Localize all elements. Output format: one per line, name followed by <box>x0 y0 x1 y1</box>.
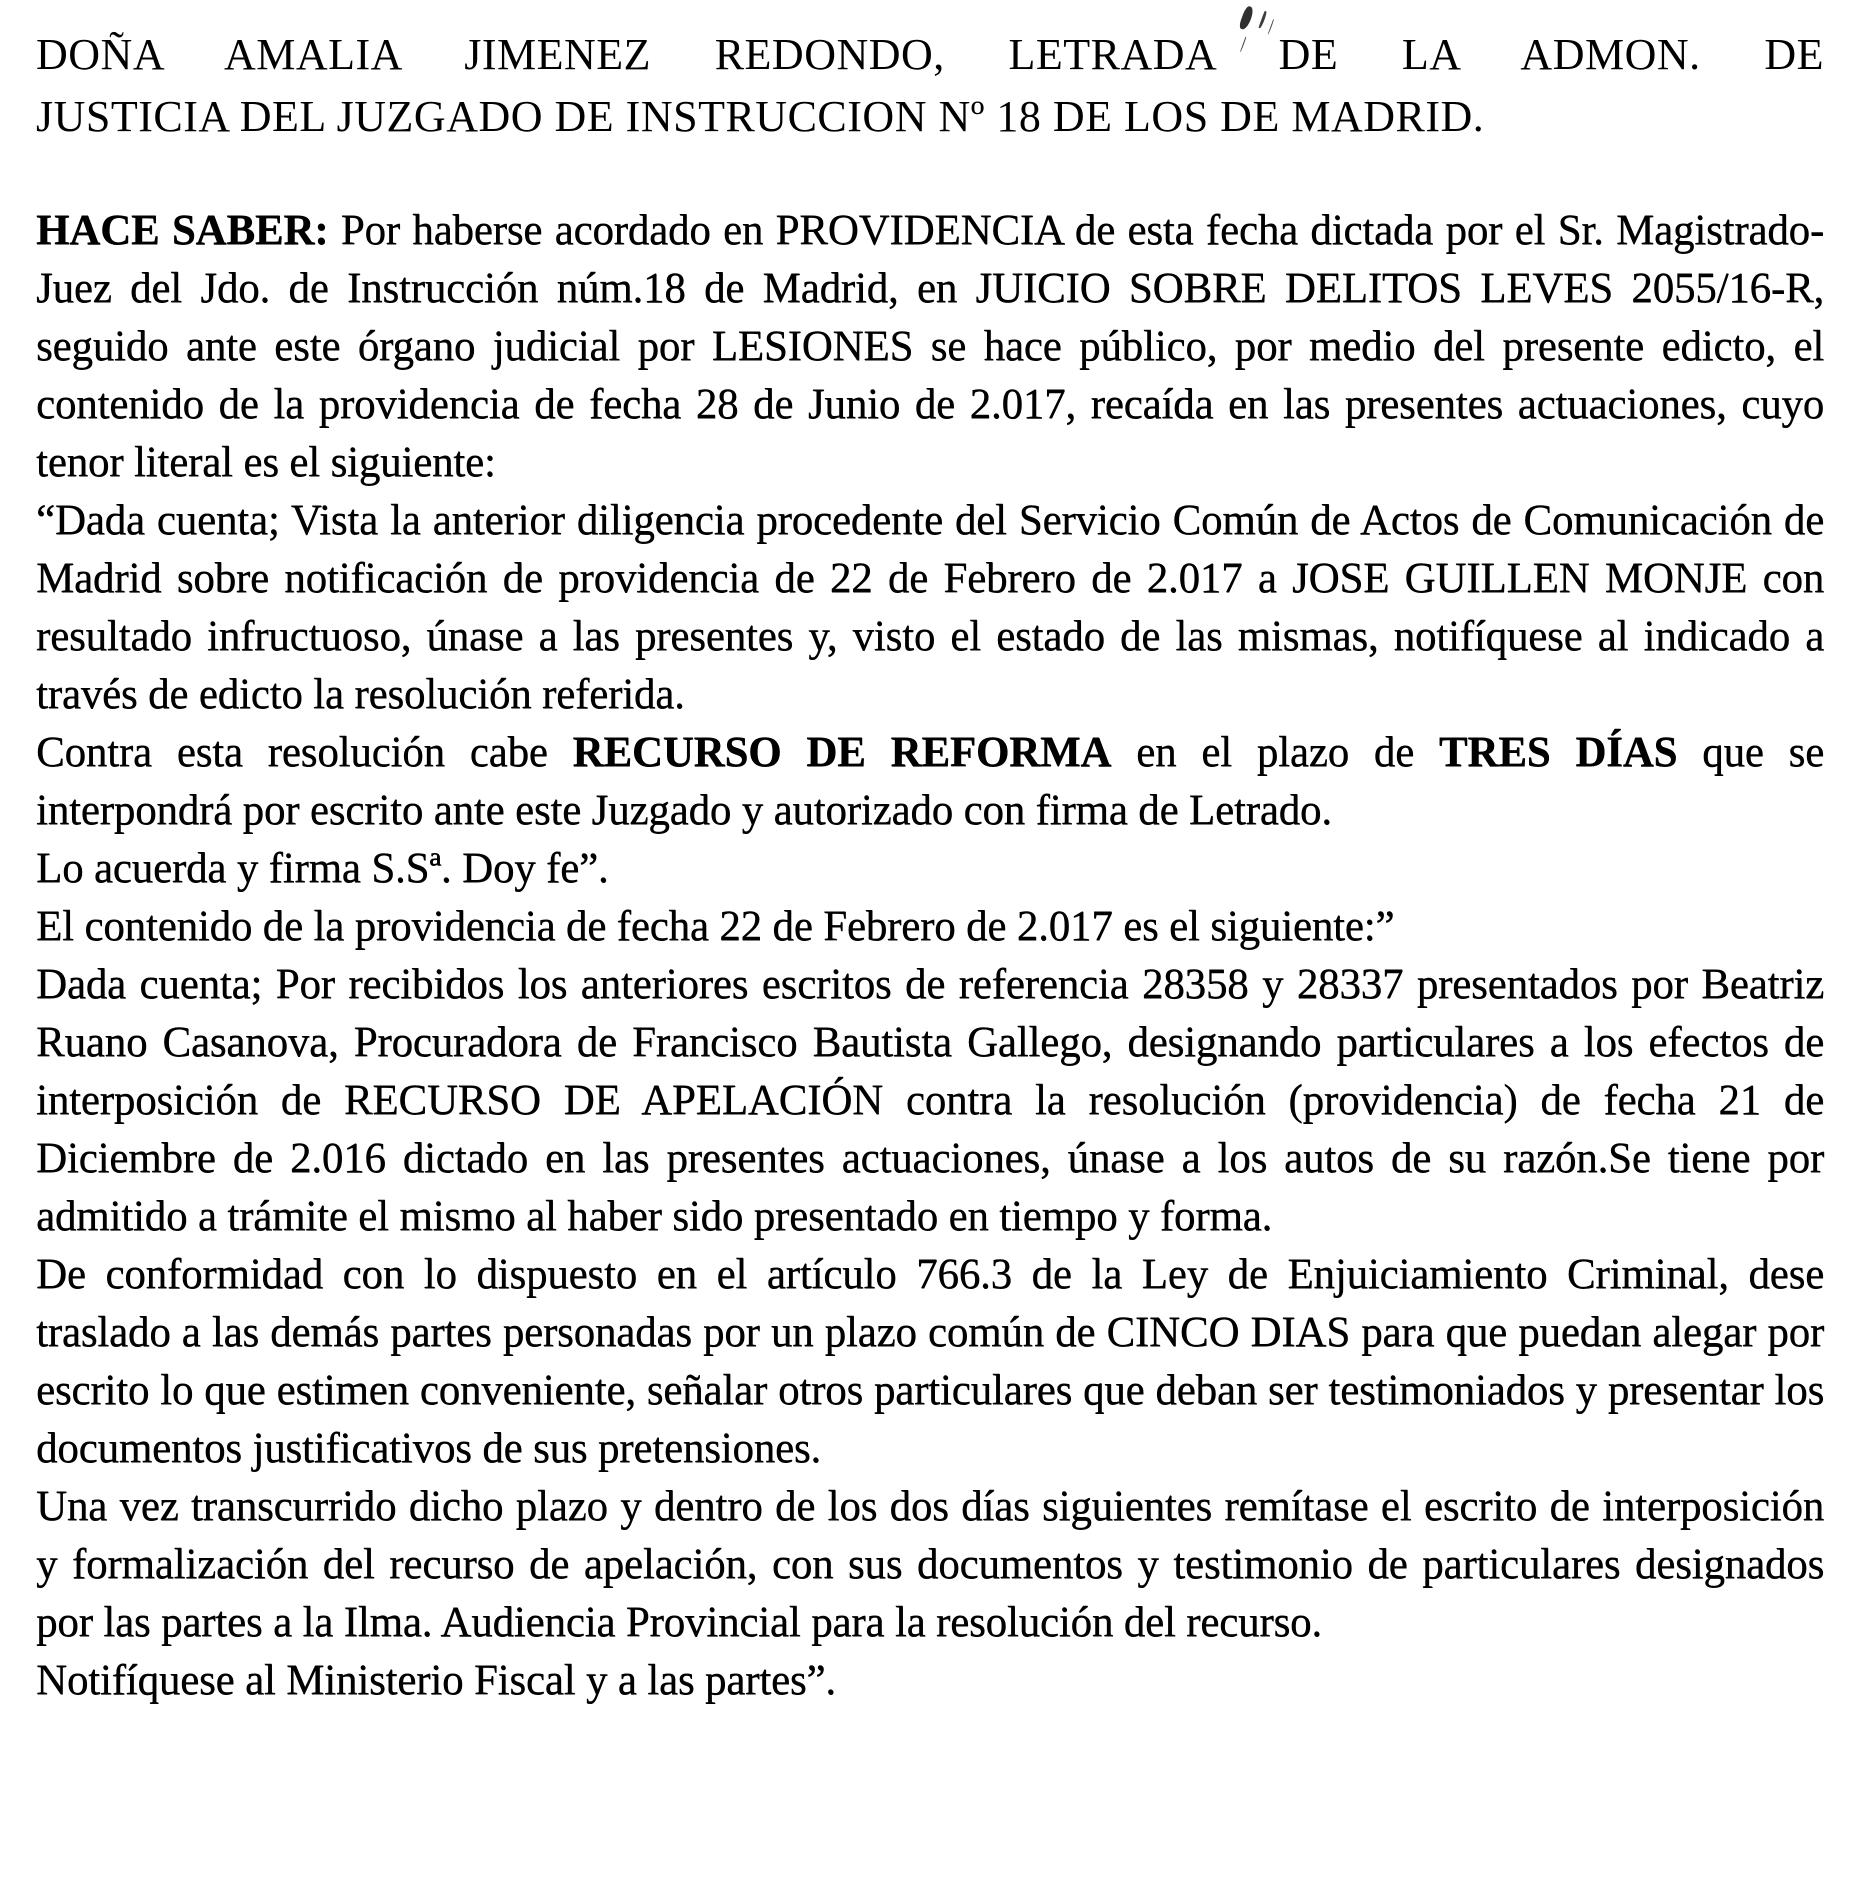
transcurrido-plazo-text: Una vez transcurrido dicho plazo y dentro de los dos días siguientes remítase el escrito de interposición y formalización del recurso de apelación, con sus documentos y testimonio de particulares designados por las partes a la Ilma. Audiencia Provincial para la resolución del recurso. <box>36 1483 1824 1646</box>
dada-cuenta-recibidos-text: Dada cuenta; Por recibidos los anteriores escritos de referencia 28358 y 28337 presentados por Beatriz Ruano Casanova, Procuradora de Francisco Bautista Gallego, designando particulares a los efectos de interposición de RECURSO DE APELACIÓN contra la resolución (providencia) de fecha 21 de Diciembre de 2.016 dictado en las presentes actuaciones, únase a los autos de su razón.Se tiene por admitido a trámite el mismo al haber sido presentado en tiempo y forma. <box>36 961 1824 1240</box>
paragraph-lo-acuerda <box>36 840 1824 898</box>
paragraph-contenido-providencia <box>36 898 1824 956</box>
providencia-quote-text: “Dada cuenta; Vista la anterior diligencia procedente del Servicio Común de Actos de Comunicación de Madrid sobre notificación de providencia de 22 de Febrero de 2.017 a JOSE GUILLEN MONJE con resultado infructuoso, únase a las presentes y, visto el estado de las mismas, notifíquese al indicado a través de edicto la resolución referida. <box>36 497 1824 718</box>
header-line-2: JUSTICIA DEL JUZGADO DE INSTRUCCION Nº 18 DE LOS DE MADRID. <box>36 92 1485 141</box>
paragraph-conformidad-766 <box>36 1246 1824 1478</box>
paragraph-notifiquese <box>36 1652 1824 1710</box>
recurso-reforma-bold: RECURSO DE REFORMA <box>572 729 1112 776</box>
conformidad-766-text: De conformidad con lo dispuesto en el artículo 766.3 de la Ley de Enjuiciamiento Criminal, dese traslado a las demás partes personadas por un plazo común de CINCO DIAS para que puedan alegar por escrito lo que estimen conveniente, señalar otros particulares que deban ser testimoniados y presentar los documentos justificativos de sus pretensiones. <box>36 1251 1824 1472</box>
tres-dias-bold: TRES DÍAS <box>1438 729 1678 776</box>
lo-acuerda-text: Lo acuerda y firma S.Sª. Doy fe”. <box>36 845 609 892</box>
notifiquese-text: Notifíquese al Ministerio Fiscal y a las partes”. <box>36 1657 836 1704</box>
document-header <box>36 24 1824 148</box>
recurso-reforma-text-2: en el plazo de <box>1111 729 1439 776</box>
paragraph-transcurrido-plazo <box>36 1478 1824 1652</box>
recurso-reforma-text-3: que se interpondrá por escrito ante este Juzgado y autorizado con firma de Letrado. <box>36 729 1824 834</box>
paragraph-recurso-reforma <box>36 724 1824 840</box>
hace-saber-text: Por haberse acordado en PROVIDENCIA de esta fecha dictada por el Sr. Magistrado-Juez del Jdo. de Instrucción núm.18 de Madrid, en JUICIO SOBRE DELITOS LEVES 2055/16-R, seguido ante este órgano judicial por LESIONES se hace público, por medio del presente edicto, el contenido de la providencia de fecha 28 de Junio de 2.017, recaída en las presentes actuaciones, cuyo tenor literal es el siguiente: <box>36 207 1824 486</box>
header-line-1: DOÑA AMALIA JIMENEZ REDONDO, LETRADA DE LA ADMON. DE <box>36 30 1824 79</box>
hace-saber-label: HACE SABER: <box>36 207 329 254</box>
paragraph-hace-saber <box>36 202 1824 492</box>
paragraph-providencia-quote <box>36 492 1824 724</box>
recurso-reforma-text-1: Contra esta resolución cabe <box>36 729 573 776</box>
paragraph-dada-cuenta-recibidos <box>36 956 1824 1246</box>
contenido-providencia-text: El contenido de la providencia de fecha 22 de Febrero de 2.017 es el siguiente:” <box>36 903 1395 950</box>
